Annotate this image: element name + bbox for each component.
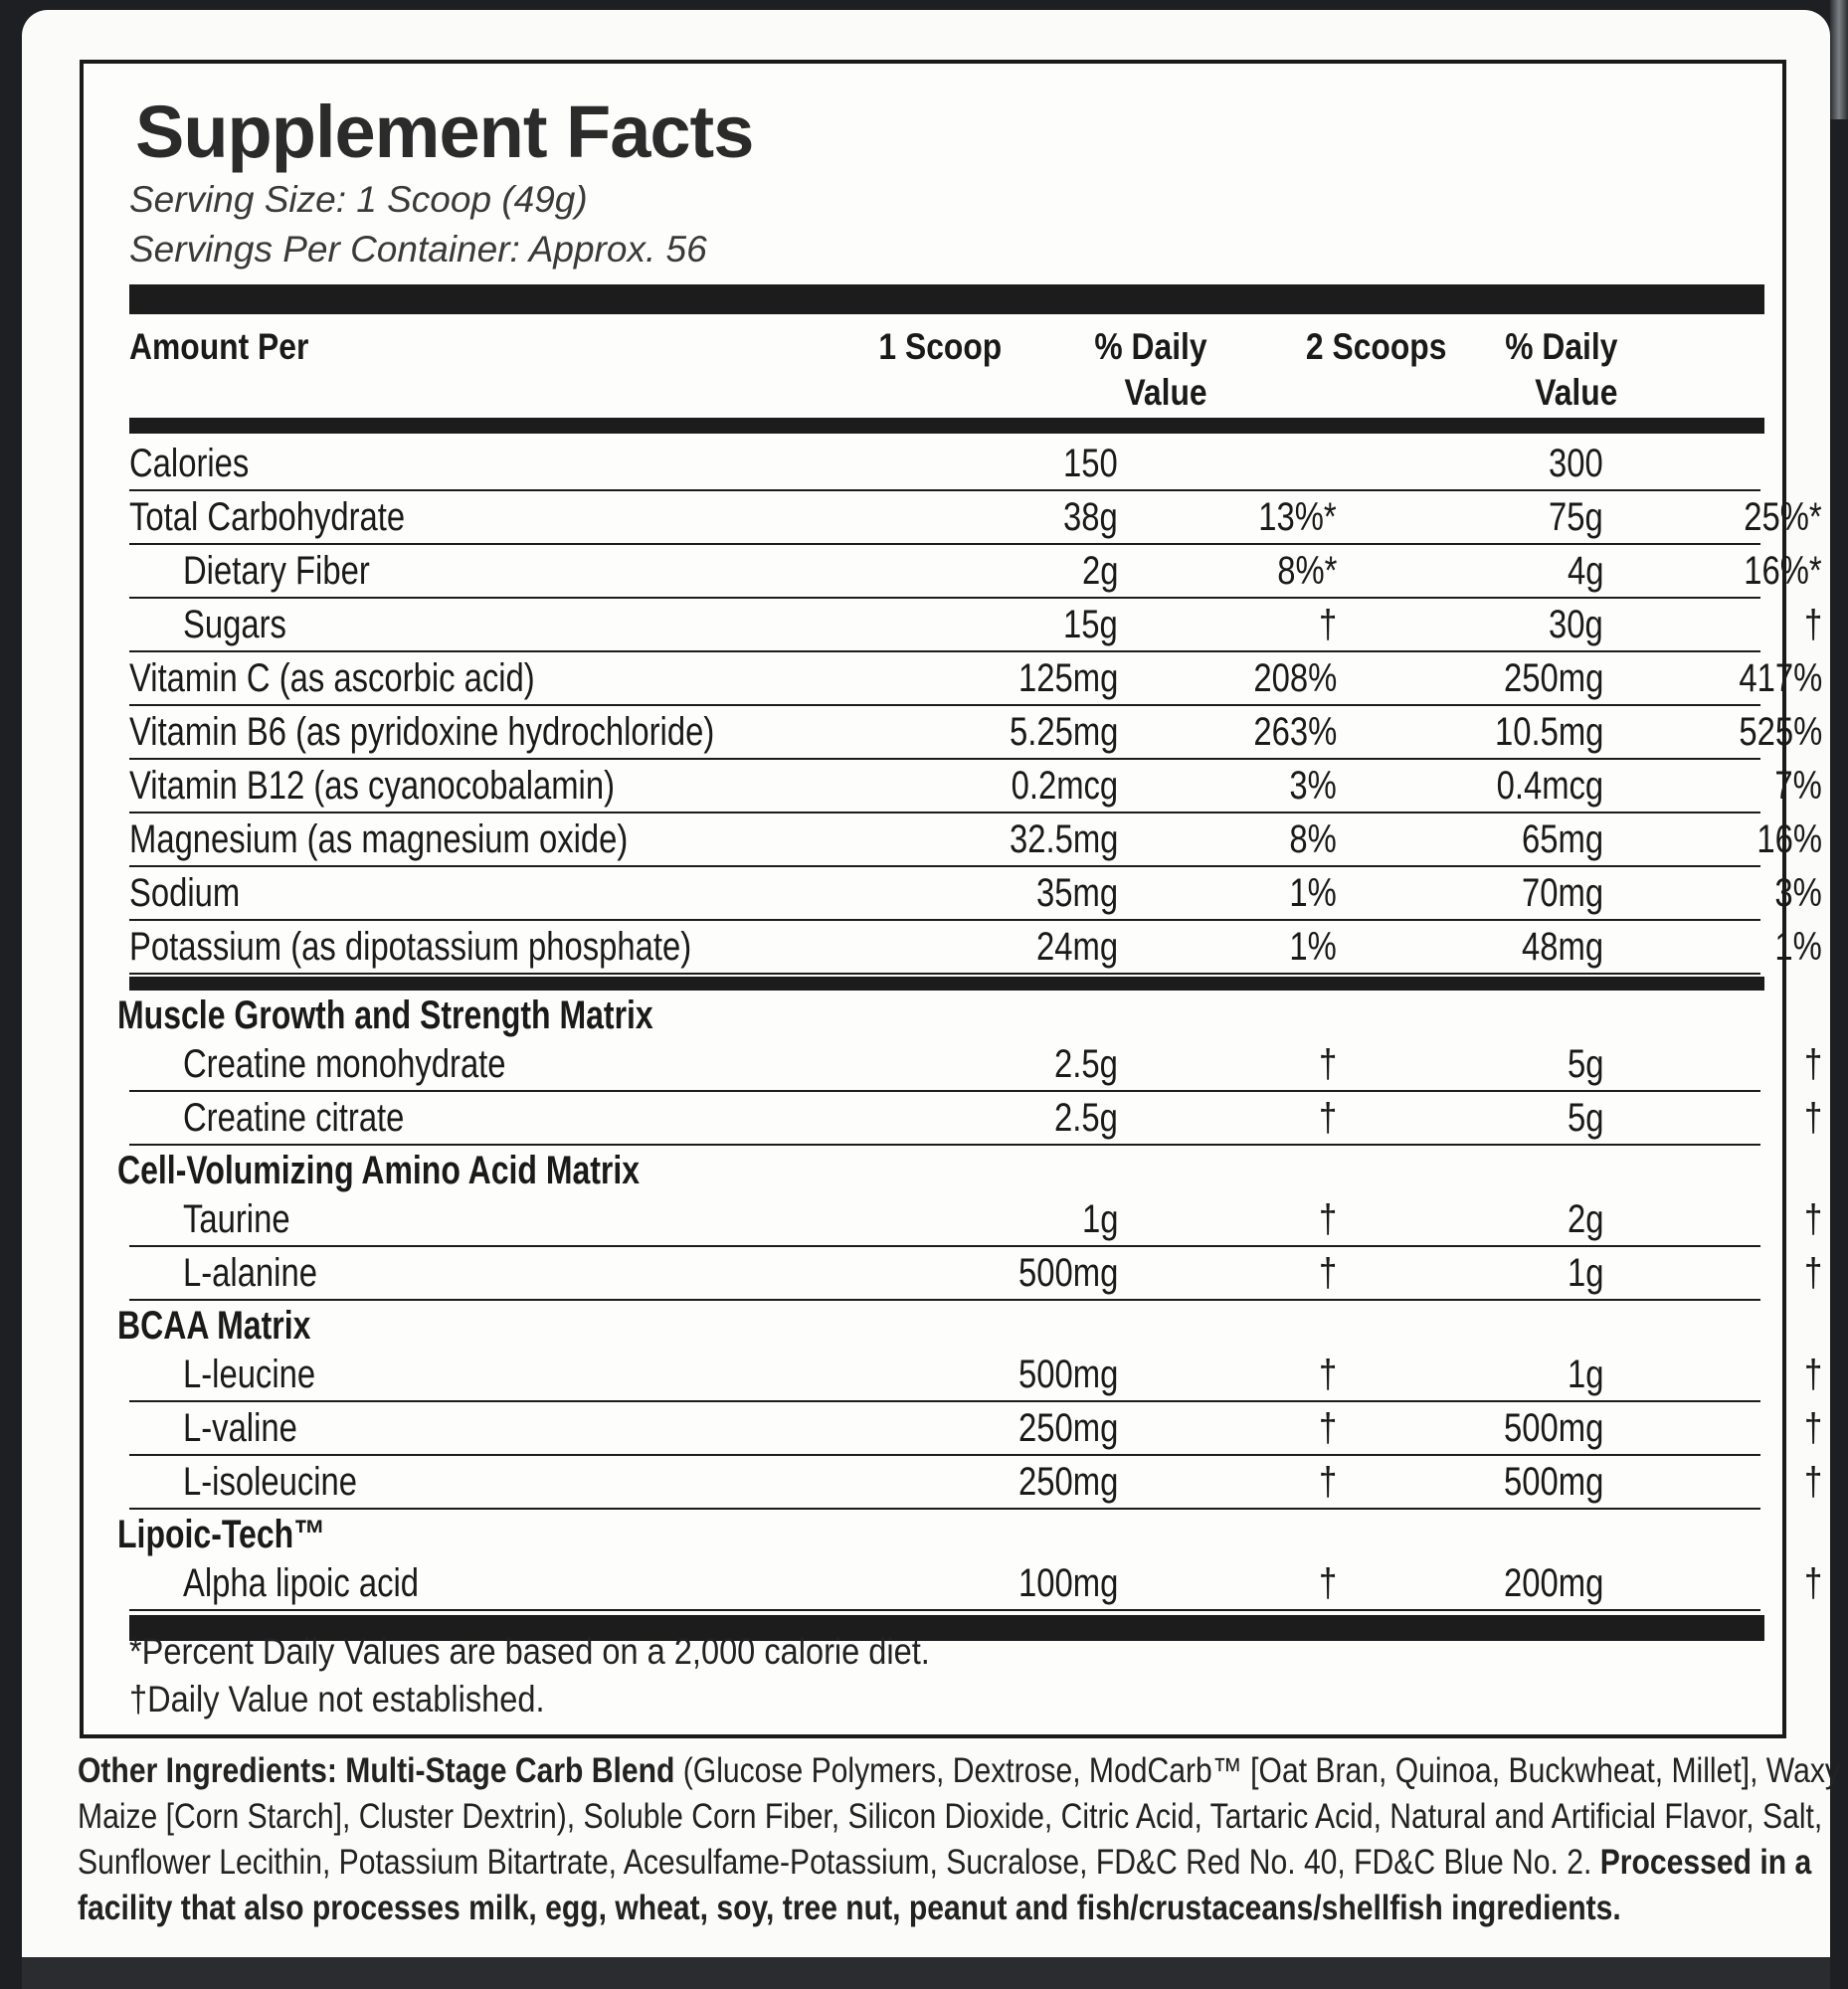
ingredients-line-1 bbox=[78, 1748, 1840, 1794]
table-row bbox=[129, 921, 1822, 975]
row-name: Magnesium (as magnesium oxide) bbox=[129, 817, 629, 861]
row-two-value: 5g bbox=[1567, 1096, 1603, 1140]
row-dv2-value: 7% bbox=[1774, 764, 1822, 808]
package-bottom bbox=[22, 1957, 1830, 1989]
ingredients-label: Other Ingredients: bbox=[78, 1751, 337, 1790]
row-two-value: 500mg bbox=[1503, 1406, 1603, 1450]
row-name: Vitamin B6 (as pyridoxine hydrochloride) bbox=[129, 710, 715, 754]
row-dv1-value: 208% bbox=[1253, 656, 1337, 700]
row-dv1-value: 1% bbox=[1289, 871, 1337, 915]
row-dv1-value: 3% bbox=[1289, 764, 1337, 808]
row-dv2-value: † bbox=[1803, 1042, 1822, 1086]
row-one-value: 1g bbox=[1081, 1197, 1118, 1241]
table-row bbox=[129, 814, 1822, 867]
row-one-value: 2.5g bbox=[1054, 1096, 1118, 1140]
row-two-value: 1g bbox=[1567, 1251, 1603, 1295]
header-one-scoop: 1 Scoop bbox=[878, 326, 1003, 367]
table-row bbox=[129, 1193, 1822, 1247]
row-name: Sodium bbox=[129, 871, 241, 915]
row-two-value: 30g bbox=[1549, 603, 1603, 646]
row-dv1-value: 13%* bbox=[1258, 495, 1337, 539]
row-one-value: 250mg bbox=[1017, 1406, 1118, 1450]
table-row bbox=[129, 1557, 1822, 1611]
section-title: Cell-Volumizing Amino Acid Matrix bbox=[117, 1149, 641, 1192]
header-dv1-line1: % Daily bbox=[1094, 326, 1207, 367]
row-one-value: 250mg bbox=[1017, 1460, 1118, 1504]
row-two-value: 500mg bbox=[1503, 1460, 1603, 1504]
header-divider bbox=[129, 418, 1764, 434]
row-name: Alpha lipoic acid bbox=[183, 1561, 420, 1605]
row-name: L-alanine bbox=[183, 1251, 317, 1295]
row-name: Creatine citrate bbox=[183, 1096, 405, 1140]
row-two-value: 65mg bbox=[1521, 817, 1603, 861]
row-dv1-value: 8%* bbox=[1276, 549, 1337, 593]
row-one-value: 32.5mg bbox=[1009, 817, 1118, 861]
serving-size: Serving Size: 1 Scoop (49g) bbox=[129, 179, 588, 220]
header-amount-per: Amount Per bbox=[129, 326, 309, 367]
row-dv2-value: † bbox=[1803, 1353, 1822, 1396]
row-dv1-value: † bbox=[1318, 1096, 1337, 1140]
row-one-value: 15g bbox=[1063, 603, 1118, 646]
section-title: BCAA Matrix bbox=[117, 1304, 311, 1348]
ingredients-line-3-text: Sunflower Lecithin, Potassium Bitartrate, Acesulfame-Potassium, Sucralose, FD&C Red No. 40, FD&C Blue No. 2. bbox=[78, 1843, 1592, 1882]
row-two-value: 10.5mg bbox=[1494, 710, 1603, 754]
supplement-facts-panel bbox=[80, 60, 1822, 1738]
row-dv2-value: 417% bbox=[1739, 656, 1822, 700]
ingredients-line-1-text: (Glucose Polymers, Dextrose, ModCarb™ [Oat Bran, Quinoa, Buckwheat, Millet], Waxy bbox=[682, 1751, 1840, 1790]
row-two-value: 2g bbox=[1567, 1197, 1603, 1241]
row-two-value: 75g bbox=[1549, 495, 1603, 539]
row-name: L-leucine bbox=[183, 1353, 316, 1396]
table-row bbox=[129, 1038, 1822, 1092]
footnote-dagger: †Daily Value not established. bbox=[129, 1679, 545, 1719]
row-dv1-value: † bbox=[1318, 1460, 1337, 1504]
package-edge bbox=[1830, 0, 1848, 119]
section-title: Lipoic-Tech™ bbox=[117, 1513, 326, 1556]
row-dv1-value: † bbox=[1318, 1353, 1337, 1396]
row-two-value: 250mg bbox=[1503, 656, 1603, 700]
row-name: Vitamin B12 (as cyanocobalamin) bbox=[129, 764, 616, 808]
row-dv2-value: 3% bbox=[1774, 871, 1822, 915]
row-two-value: 300 bbox=[1549, 442, 1603, 485]
row-one-value: 24mg bbox=[1035, 925, 1118, 969]
row-one-value: 38g bbox=[1063, 495, 1118, 539]
allergen-statement: facility that also processes milk, egg, wheat, soy, tree nut, peanut and fish/crustaceans/shellfish ingredients. bbox=[78, 1889, 1621, 1927]
allergen-statement-start: Processed in a bbox=[1599, 1843, 1812, 1882]
section-divider bbox=[129, 977, 1764, 991]
row-name: L-valine bbox=[183, 1406, 297, 1450]
other-ingredients bbox=[78, 1748, 1840, 1931]
thick-divider bbox=[129, 284, 1764, 314]
header-dv2-line2: Value bbox=[1535, 372, 1618, 413]
row-dv2-value: 25%* bbox=[1744, 495, 1822, 539]
row-name: Total Carbohydrate bbox=[129, 495, 406, 539]
row-dv1-value: 1% bbox=[1289, 925, 1337, 969]
header-two-scoops: 2 Scoops bbox=[1305, 326, 1447, 367]
header-daily-value-2 bbox=[1464, 324, 1618, 416]
row-one-value: 2.5g bbox=[1054, 1042, 1118, 1086]
row-name: Taurine bbox=[183, 1197, 290, 1241]
row-two-value: 1g bbox=[1567, 1353, 1603, 1396]
header-dv1-line2: Value bbox=[1124, 372, 1207, 413]
panel-title: Supplement Facts bbox=[135, 90, 754, 173]
row-dv1-value: † bbox=[1318, 1251, 1337, 1295]
header-dv2-line1: % Daily bbox=[1505, 326, 1618, 367]
row-dv2-value: † bbox=[1803, 1197, 1822, 1241]
table-row bbox=[129, 491, 1822, 545]
row-one-value: 150 bbox=[1063, 442, 1118, 485]
row-name: Creatine monohydrate bbox=[183, 1042, 506, 1086]
row-dv2-value: † bbox=[1803, 1251, 1822, 1295]
row-dv1-value: † bbox=[1318, 1561, 1337, 1605]
table-row bbox=[129, 438, 1760, 491]
table-row bbox=[129, 652, 1822, 706]
row-one-value: 2g bbox=[1081, 549, 1118, 593]
header-daily-value-1 bbox=[1053, 324, 1207, 416]
row-one-value: 35mg bbox=[1035, 871, 1118, 915]
carb-blend-name: Multi-Stage Carb Blend bbox=[345, 1751, 675, 1790]
servings-per-container: Servings Per Container: Approx. 56 bbox=[129, 229, 707, 270]
row-dv1-value: † bbox=[1318, 1042, 1337, 1086]
row-name: Sugars bbox=[183, 603, 286, 646]
row-two-value: 200mg bbox=[1503, 1561, 1603, 1605]
row-dv2-value: 525% bbox=[1739, 710, 1822, 754]
row-dv1-value: † bbox=[1318, 603, 1337, 646]
table-row bbox=[129, 1092, 1822, 1146]
row-dv2-value: † bbox=[1803, 1561, 1822, 1605]
row-two-value: 4g bbox=[1567, 549, 1603, 593]
row-dv2-value: † bbox=[1803, 1460, 1822, 1504]
table-row bbox=[129, 1349, 1822, 1402]
row-name: Dietary Fiber bbox=[183, 549, 370, 593]
row-name: Calories bbox=[129, 442, 250, 485]
row-one-value: 0.2mcg bbox=[1011, 764, 1118, 808]
row-dv1-value: † bbox=[1318, 1197, 1337, 1241]
table-row bbox=[129, 599, 1822, 652]
row-one-value: 500mg bbox=[1017, 1251, 1118, 1295]
row-dv2-value: 16%* bbox=[1744, 549, 1822, 593]
row-two-value: 48mg bbox=[1521, 925, 1603, 969]
row-dv2-value: † bbox=[1803, 1096, 1822, 1140]
ingredients-line-3 bbox=[78, 1840, 1812, 1886]
row-name: Vitamin C (as ascorbic acid) bbox=[129, 656, 535, 700]
table-row bbox=[129, 867, 1822, 921]
row-one-value: 100mg bbox=[1017, 1561, 1118, 1605]
ingredients-line-2: Maize [Corn Starch], Cluster Dextrin), Soluble Corn Fiber, Silicon Dioxide, Citric Acid, Tartaric Acid, Natural and Artificial Flavor, Salt, bbox=[78, 1797, 1823, 1836]
row-one-value: 500mg bbox=[1017, 1353, 1118, 1396]
row-dv1-value: 263% bbox=[1253, 710, 1337, 754]
row-two-value: 5g bbox=[1567, 1042, 1603, 1086]
label-sheet bbox=[22, 10, 1840, 1977]
table-row bbox=[129, 1402, 1822, 1456]
table-row bbox=[129, 1247, 1822, 1301]
table-row bbox=[129, 545, 1822, 599]
row-dv1-value: † bbox=[1318, 1406, 1337, 1450]
row-name: Potassium (as dipotassium phosphate) bbox=[129, 925, 692, 969]
ingredients-line-4 bbox=[78, 1886, 1621, 1931]
row-dv1-value: 8% bbox=[1289, 817, 1337, 861]
row-one-value: 5.25mg bbox=[1009, 710, 1118, 754]
section-title: Muscle Growth and Strength Matrix bbox=[117, 994, 653, 1037]
row-name: L-isoleucine bbox=[183, 1460, 358, 1504]
table-row bbox=[129, 706, 1822, 760]
table-row bbox=[129, 1456, 1822, 1510]
row-two-value: 70mg bbox=[1521, 871, 1603, 915]
row-dv2-value: † bbox=[1803, 1406, 1822, 1450]
row-one-value: 125mg bbox=[1017, 656, 1118, 700]
row-two-value: 0.4mcg bbox=[1496, 764, 1603, 808]
footnote-percent: *Percent Daily Values are based on a 2,000 calorie diet. bbox=[129, 1631, 930, 1672]
row-dv2-value: 1% bbox=[1774, 925, 1822, 969]
row-dv2-value: 16% bbox=[1756, 817, 1822, 861]
row-dv2-value: † bbox=[1803, 603, 1822, 646]
table-row bbox=[129, 760, 1822, 814]
